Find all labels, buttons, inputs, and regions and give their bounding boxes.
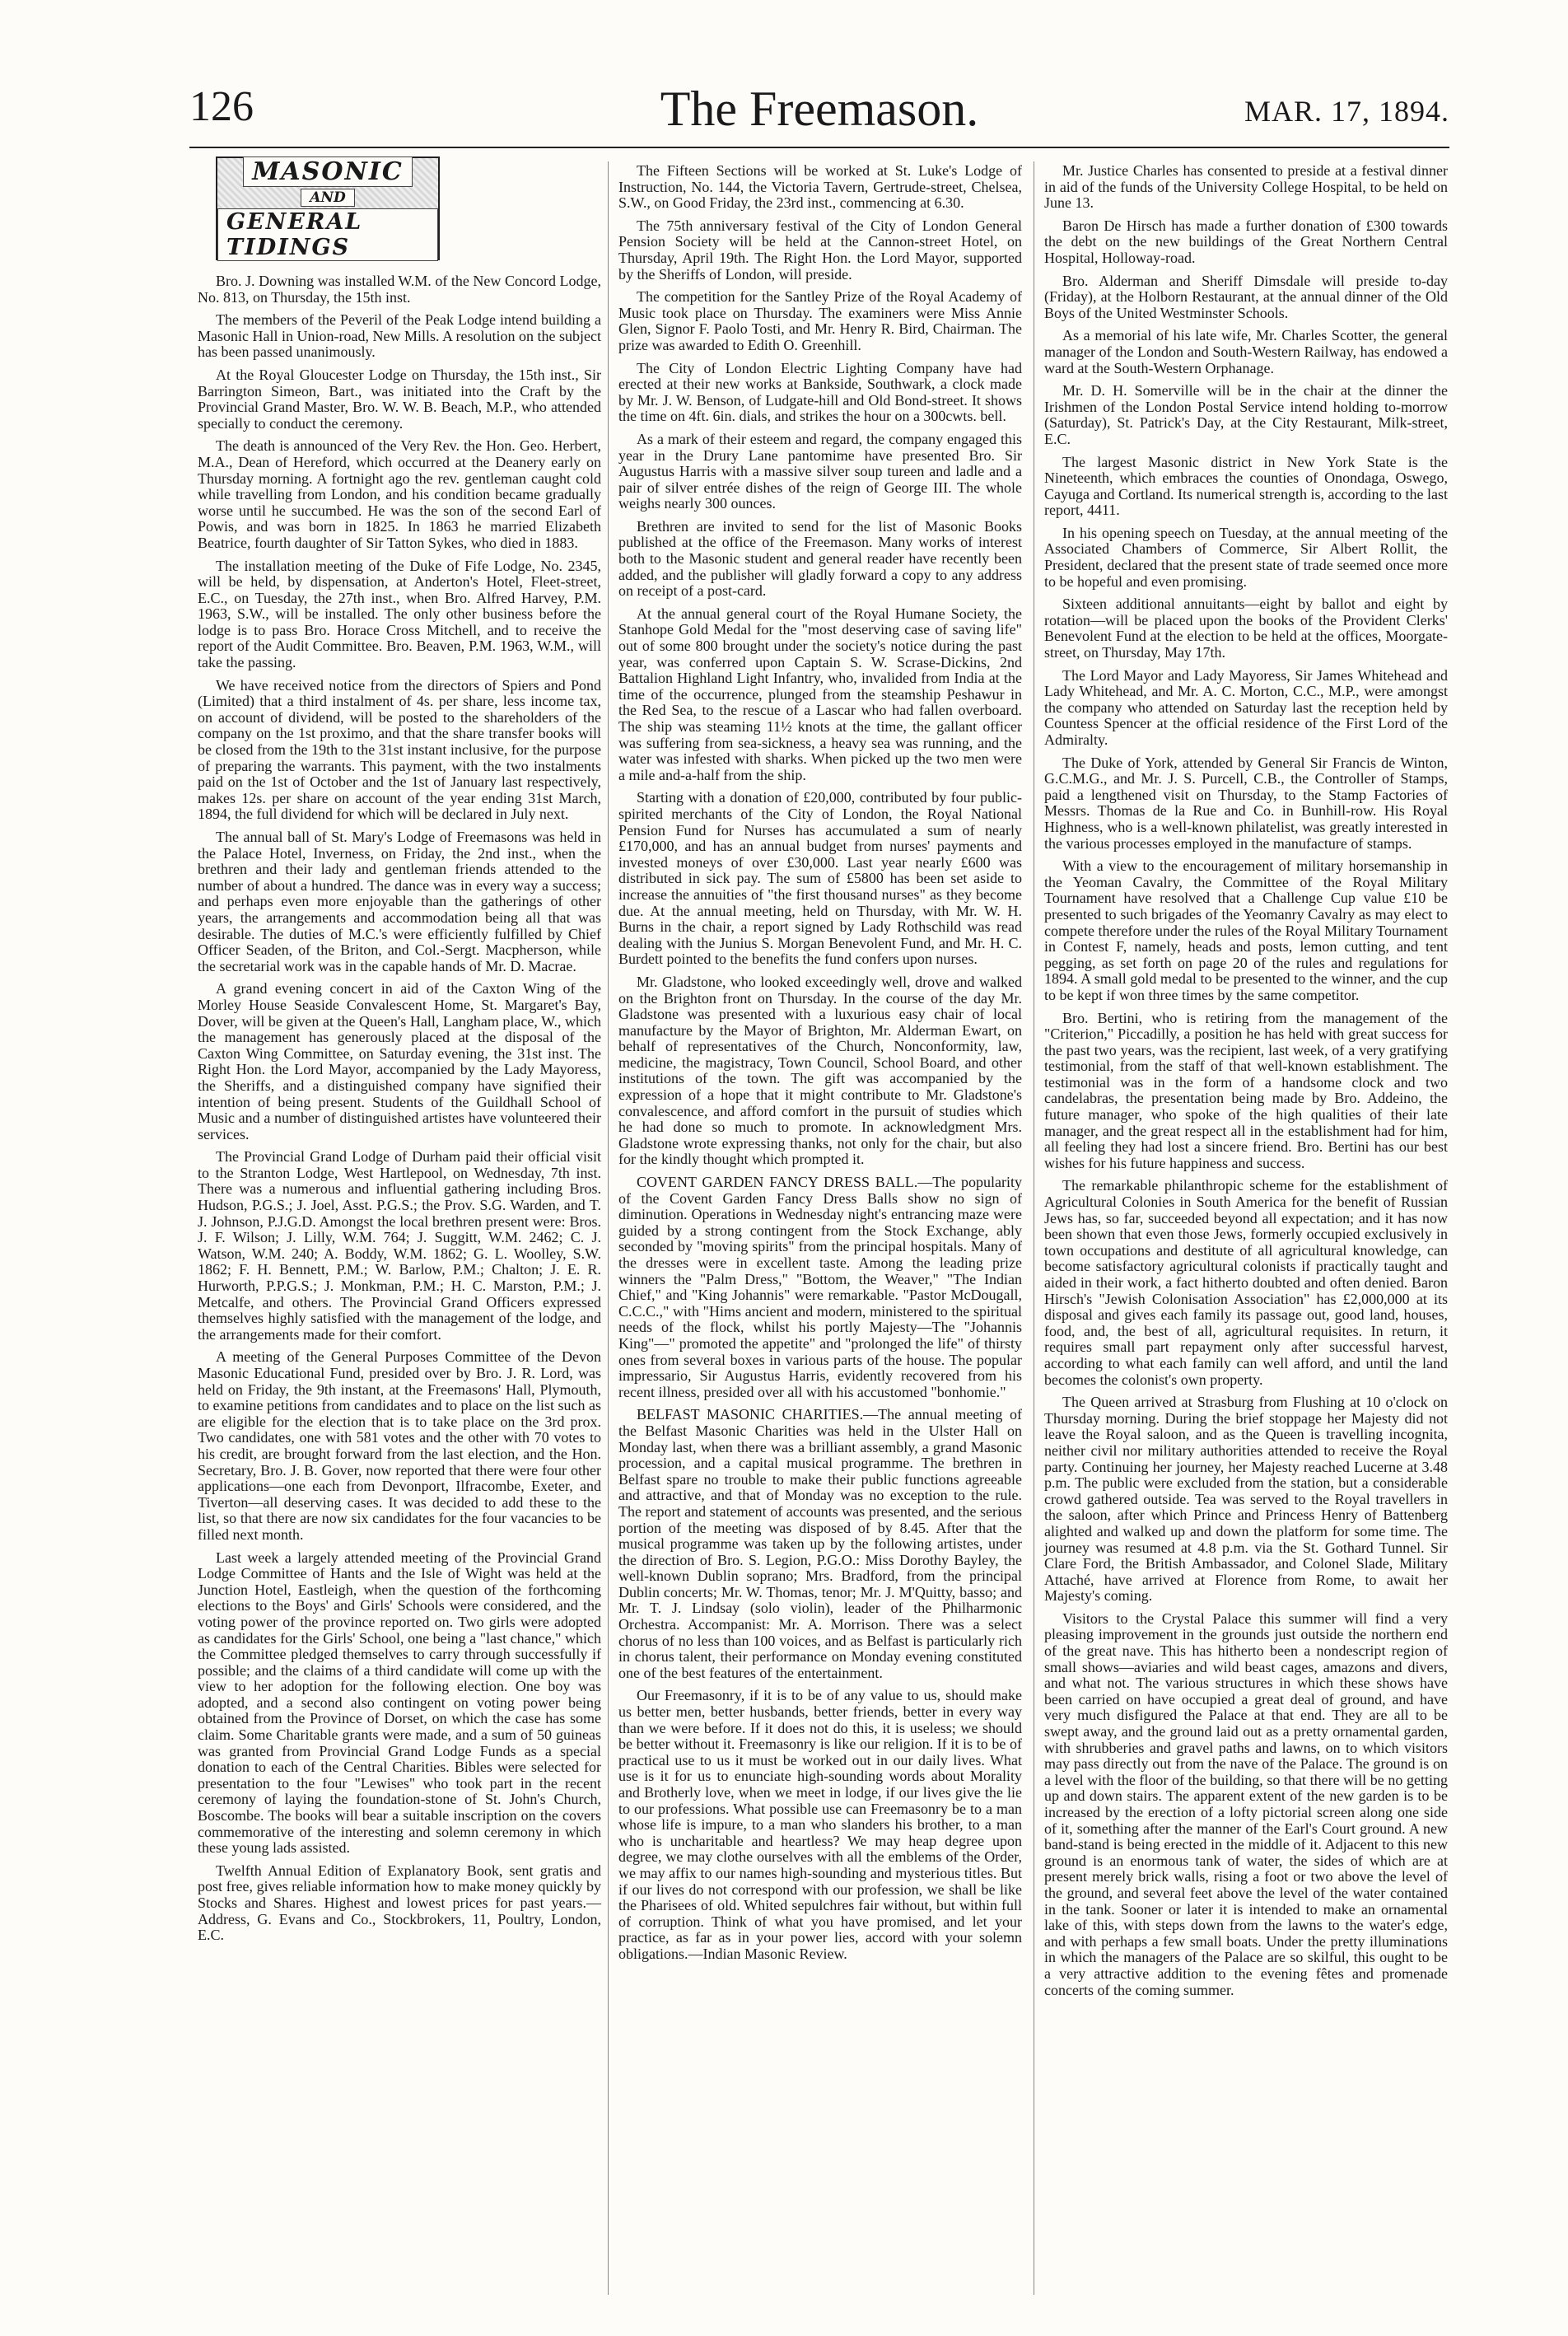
page-number: 126	[189, 83, 254, 130]
article-paragraph: The Fifteen Sections will be worked at St. Luke's Lodge of Instruction, No. 144, the Victoria Tavern, Gertrude-street, Chelsea, S.W., on Good Friday, the 23rd inst., commencing at 6.30.	[618, 162, 1022, 212]
article-paragraph: BELFAST MASONIC CHARITIES.—The annual meeting of the Belfast Masonic Charities was held in the Ulster Hall on Monday last, when there was a brilliant assembly, a grand Masonic procession, and a capital musical programme. The brethren in Belfast spare no trouble to make their public functions agreeable and attractive, and that of Monday was no exception to the rule. The report and statement of accounts was presented, and the serious portion of the meeting was disposed of by 8.45. After that the musical programme was taken up by the following artistes, under the direction of Bro. S. Legion, P.G.O.: Miss Dorothy Bayley, the well-known Dublin soprano; Mrs. Bradford, from the principal Dublin concerts; Mr. W. Thomas, tenor; Mr. J. M'Quitty, basso; and Mr. T. J. Lindsay (solo violin), leader of the Philharmonic Orchestra. Accompanist: Mr. A. Morrison. There was a select chorus of no less than 100 voices, and as Belfast is particularly rich in chorus talent, their performance on Monday evening constituted one of the best features of the entertainment.	[618, 1406, 1022, 1681]
article-paragraph: Twelfth Annual Edition of Explanatory Book, sent gratis and post free, gives reliable information how to make money quickly by Stocks and Shares. Highest and lowest prices for past years.—Address, G. Evans and Co., Stockbrokers, 11, Poultry, London, E.C.	[198, 1862, 601, 1944]
header-rule	[189, 147, 1449, 148]
heading-line-1: MASONIC	[243, 157, 413, 187]
article-paragraph: Last week a largely attended meeting of the Provincial Grand Lodge Committee of Hants and the Isle of Wight was held at the Junction Hotel, Eastleigh, when the question of the forthcoming elections to the Boys' and Girls' Schools were considered, and the voting power of the province reported on. Two girls were adopted as candidates for the Girls' School, one being a "last chance," which the Committee pledged themselves to carry through successfully if possible; and the claims of a third candidate will come up with the view to her adoption for the following election. One boy was adopted, and a second also contingent on voting power being obtained from the Province of Dorset, on which the case has some claim. Some Charitable grants were made, and a sum of 50 guineas was granted from Provincial Grand Lodge Funds as a special donation to each of the Central Charities. Bibles were selected for presentation to the four "Lewises" who took part in the recent ceremony of laying the foundation-stone of St. John's Church, Boscombe. The books will bear a suitable inscription on the covers commemorative of the interesting and solemn ceremony in which these young lads assisted.	[198, 1549, 601, 1857]
column-1-body	[198, 273, 601, 1944]
article-paragraph: Bro. J. Downing was installed W.M. of the New Concord Lodge, No. 813, on Thursday, the 15th inst.	[198, 273, 601, 306]
article-paragraph: Bro. Alderman and Sheriff Dimsdale will preside to-day (Friday), at the Holborn Restaurant, at the annual dinner of the Old Boys of the United Westminster Schools.	[1044, 272, 1448, 321]
article-paragraph: Mr. Gladstone, who looked exceedingly well, drove and walked on the Brighton front on Thursday. In the course of the day Mr. Gladstone was presented with a luxurious easy chair of local manufacture by the Mayor of Brighton, Mr. Alderman Ewart, on behalf of representatives of the Church, Nonconformity, law, medicine, the magistracy, Town Council, School Board, and other institutions of the town. The gift was accompanied by the expression of a hope that it might contribute to Mr. Gladstone's convalescence, and afford comfort in the pursuit of studies which he had done so much to promote. In acknowledgment Mrs. Gladstone wrote expressing thanks, not only for the chair, but also for the kindly thought which prompted it.	[618, 973, 1022, 1168]
page-header	[189, 82, 1449, 140]
column-2	[618, 163, 1022, 1969]
article-paragraph: The annual ball of St. Mary's Lodge of Freemasons was held in the Palace Hotel, Inverness, on Friday, the 2nd inst., when the brethren and their lady and gentleman friends attended to the number of about a hundred. The dance was in every way a success; and perhaps even more enjoyable than the gatherings of other years, the arrangements and accommodation being all that was desirable. The duties of M.C.'s were efficiently fulfilled by Chief Officer Seaden, of the Briton, and Col.-Sergt. Macpherson, while the secretarial work was in the capable hands of Mr. D. Macrae.	[198, 829, 601, 974]
issue-date: MAR. 17, 1894.	[1244, 95, 1449, 128]
article-paragraph: At the annual general court of the Royal Humane Society, the Stanhope Gold Medal for the "most deserving case of saving life" out of some 800 brought under the society's notice during the past year, was conferred upon Captain S. W. Scrase-Dickins, 2nd Battalion Highland Light Infantry, who, invalided from India at the time of the occurrence, plunged from the steamship Peshawur in the Red Sea, to the rescue of a Lascar who had fallen overboard. The ship was steaming 11½ knots at the time, the gallant officer was suffering from sea-sickness, a heavy sea was running, and the water was infested with sharks. When picked up the two men were a mile and-a-half from the ship.	[618, 605, 1022, 783]
column-1	[198, 157, 601, 1951]
heading-line-3: GENERAL TIDINGS	[217, 208, 438, 261]
article-paragraph: Bro. Bertini, who is retiring from the management of the "Criterion," Piccadilly, a position he has held with great success for the past two years, was the recipient, last week, of a very gratifying testimonial, from the staff of that well-known establishment. The testimonial was in the form of a handsome clock and two candelabras, the presentation being made by Bro. Addeino, the future manager, who spoke of the high qualities of their late manager, and the great respect all in the establishment had for him, all feeling they had lost a sincere friend. Bro. Bertini has our best wishes for his future happiness and success.	[1044, 1009, 1448, 1171]
article-paragraph: A meeting of the General Purposes Committee of the Devon Masonic Educational Fund, presided over by Bro. J. R. Lord, was held on Friday, the 9th instant, at the Freemasons' Hall, Plymouth, to examine petitions from candidates and to place on the list such as are eligible for the election that is to take place on the 3rd prox. Two candidates, one with 581 votes and the other with 70 votes to his credit, are brought forward from the last election, and the Hon. Secretary, Bro. J. B. Gover, now reported that there were four other applications—one each from Devonport, Ilfracombe, Exeter, and Tiverton—all deserving cases. It was decided to add these to the list, so that there are now six candidates for the four vacancies to be filled next month.	[198, 1348, 601, 1543]
article-paragraph: The competition for the Santley Prize of the Royal Academy of Music took place on Thursday. The examiners were Miss Annie Glen, Signor F. Paolo Tosti, and Mr. Henry R. Bird, Chairman. The prize was awarded to Edith O. Greenhill.	[618, 288, 1022, 353]
article-paragraph: A grand evening concert in aid of the Caxton Wing of the Morley House Seaside Convalescent Home, St. Margaret's Bay, Dover, will be given at the Queen's Hall, Langham place, W., which the management has generously placed at the disposal of the Caxton Wing Committee, on Saturday evening, the 31st inst. The Right Hon. the Lord Mayor, accompanied by the Lady Mayoress, the Sheriffs, and a distinguished company have signified their intention of being present. Students of the Guildhall School of Music and a number of distinguished artistes have volunteered their services.	[198, 980, 601, 1142]
article-paragraph: At the Royal Gloucester Lodge on Thursday, the 15th inst., Sir Barrington Simeon, Bart., was initiated into the Craft by the Provincial Grand Master, Bro. W. W. B. Beach, M.P., who attended specially to conduct the ceremony.	[198, 366, 601, 432]
article-paragraph: As a memorial of his late wife, Mr. Charles Scotter, the general manager of the London and South-Western Railway, has endowed a ward at the South-Western Orphanage.	[1044, 327, 1448, 376]
article-paragraph: The installation meeting of the Duke of Fife Lodge, No. 2345, will be held, by dispensation, at Anderton's Hotel, Fleet-street, E.C., on Tuesday, the 27th inst., when Bro. Alfred Harvey, P.M. 1963, S.W., will be installed. The only other business before the lodge is to pass Bro. Horace Cross Mitchell, and to receive the report of the Audit Committee. Bro. Beaven, P.M. 1963, W.M., will take the passing.	[198, 557, 601, 671]
article-paragraph: The 75th anniversary festival of the City of London General Pension Society will be held at the Cannon-street Hotel, on Thursday, April 19th. The Right Hon. the Lord Mayor, supported by the Sheriffs of London, will preside.	[618, 217, 1022, 283]
article-paragraph: The Provincial Grand Lodge of Durham paid their official visit to the Stranton Lodge, West Hartlepool, on Wednesday, 7th inst. There was a numerous and influential gathering including Bros. Hudson, P.G.S.; J. Joel, Asst. P.G.S.; the Prov. S.G. Warden, and T. J. Johnson, P.J.G.D. Amongst the local brethren present were: Bros. J. F. Wilson; J. Lilly, W.M. 764; J. Suggitt, W.M. 2462; C. J. Watson, W.M. 240; A. Boddy, W.M. 1862; G. L. Woolley, S.W. 1862; F. H. Bennett, P.M.; W. Barlow, P.M.; Chalton; J. E. R. Hurworth, P.P.G.S.; J. Monkman, P.M.; H. C. Marston, P.M.; J. Metcalfe, and others. The Provincial Grand Officers expressed themselves highly satisfied with the management of the lodge, and the arrangements made for their comfort.	[198, 1148, 601, 1343]
article-paragraph: Our Freemasonry, if it is to be of any value to us, should make us better men, better husbands, better friends, better in every way than we were before. If it does not do this, it is useless; we should be better without it. Freemasonry is like our religion. If it is to be of practical use to us it must be worked out in our daily lives. What use is it for us to enunciate high-sounding words about Morality and Brotherly love, when we meet in lodge, if our lives give the lie to our professions. What possible use can Freemasonry be to a man whose life is impure, to a man who slanders his brother, to a man who is uncharitable and heartless? We may heap degree upon degree, we may clothe ourselves with all the emblems of the Order, we may affix to our names high-sounding and mysterious titles. But if our lives do not correspond with our profession, we shall be like the Pharisees of old. Whited sepulchres fair without, but within full of corruption. Think of what you have promised, and let your practice, as far as in your power lies, accord with your solemn obligations.—Indian Masonic Review.	[618, 1687, 1022, 1962]
article-paragraph: The largest Masonic district in New York State is the Nineteenth, which embraces the counties of Onondaga, Oswego, Cayuga and Cortland. Its numerical strength is, according to the last report, 4411.	[1044, 453, 1448, 519]
article-paragraph: Baron De Hirsch has made a further donation of £300 towards the debt on the new buildings of the Great Northern Central Hospital, Holloway-road.	[1044, 217, 1448, 266]
article-paragraph: The City of London Electric Lighting Company have had erected at their new works at Bankside, Southwark, a clock made by Mr. J. W. Benson, of Ludgate-hill and Old Bond-street. It shows the time on 4ft. 6in. dials, and strikes the hour on a 300cwts. bell.	[618, 359, 1022, 425]
article-paragraph: Visitors to the Crystal Palace this summer will find a very pleasing improvement in the grounds just outside the northern end of the great nave. This has hitherto been a nondescript region of small shows—aviaries and wild beast cages, amazons and divers, and what not. The various structures in which these shows have been carried on have occupied a great deal of ground, and have very much disfigured the Palace at that end. They are all to be swept away, and the ground laid out as a pretty ornamental garden, with shrubberies and gravel paths and lawns, on to which visitors may pass directly out from the nave of the Palace. The ground is on a level with the floor of the building, so that there will be no getting up and down stairs. The apparent extent of the new garden is to be increased by the erection of a lofty pictorial screen along one side of it, something after the manner of the Earl's Court ground. A new band-stand is being erected in the middle of it. Adjacent to this new ground is an enormous tank of water, the sides of which are at present merely brick walls, rising a foot or two above the level of the ground, and several feet above the level of the water contained in the tank. Sooner or later it is intended to make an ornamental lake of this, with steps down from the lawns to the water's edge, and with perhaps a few small boats. Under the pretty illuminations in which the managers of the Palace are so skilful, this ought to be a very attractive addition to the evening fêtes and promenade concerts of the coming summer.	[1044, 1610, 1448, 1998]
article-paragraph: The Duke of York, attended by General Sir Francis de Winton, G.C.M.G., and Mr. J. S. Purcell, C.B., the Controller of Stamps, paid a lengthened visit on Thursday, to the Stamp Factories of Messrs. Thomas de la Rue and Co. in Bunhill-row. His Royal Highness, who is a well-known philatelist, was greatly interested in the various processes employed in the manufacture of stamps.	[1044, 754, 1448, 852]
article-paragraph: As a mark of their esteem and regard, the company engaged this year in the Drury Lane pantomime have presented Bro. Sir Augustus Harris with a massive silver soup tureen and ladle and a pair of silver entrée dishes of the reign of George III. The whole weighs nearly 300 ounces.	[618, 430, 1022, 512]
article-paragraph: In his opening speech on Tuesday, at the annual meeting of the Associated Chambers of Commerce, Sir Albert Rollit, the President, declared that the present state of trade seemed once more to be hopeful and even promising.	[1044, 524, 1448, 590]
column-3-body	[1044, 163, 1448, 1998]
article-paragraph: Mr. Justice Charles has consented to preside at a festival dinner in aid of the funds of the University College Hospital, to be held on June 13.	[1044, 162, 1448, 212]
column-2-body	[618, 163, 1022, 1963]
article-paragraph: The remarkable philanthropic scheme for the establishment of Agricultural Colonies in South America for the benefit of Russian Jews has, so far, succeeded beyond all expectation; and it has now been shown that even those Jews, formerly occupied exclusively in town occupations and destitute of all agricultural knowledge, can become satisfactory agricultural colonists if practically taught and aided in their work, a fact hitherto doubted and often denied. Baron Hirsch's "Jewish Colonisation Association" has £2,000,000 at its disposal and gives each family its passage out, good land, houses, food, and, the best of all, agricultural requisites. In return, it requires small part repayment only after successful harvest, according to what each family can well afford, and until the land becomes the colonist's own property.	[1044, 1177, 1448, 1388]
article-paragraph: With a view to the encouragement of military horsemanship in the Yeoman Cavalry, the Committee of the Royal Military Tournament have resolved that a Challenge Cup value £10 be presented to such brigades of the Yeomanry Cavalry as may elect to compete therefore under the rules of the Royal Military Tournament in Contest F, namely, heads and posts, lemon cutting, and tent pegging, as set forth on page 20 of the rules and regulations for 1894. A small gold medal to be presented to the winner, and the cup to be kept if won three times by the same competitor.	[1044, 857, 1448, 1003]
article-paragraph: COVENT GARDEN FANCY DRESS BALL.—The popularity of the Covent Garden Fancy Dress Balls show no sign of diminution. Operations in Wednesday night's entrancing maze were guided by a strong contingent from the Stock Exchange, ably seconded by "moving spirits" from the principal hospitals. Many of the dresses were in excellent taste. Among the leading prize winners the "Palm Dress," "Bottom, the Weaver," "The Indian Chief," and "King Johannis" were remarkable. "Pastor McDougall, C.C.C.," with "Hims ancient and modern, ministered to the spiritual needs of the flock, whilst his portly Majesty—The "Johannis King"—" promoted the appetite" and "prolonged the life" of thirsty ones from several boxes in various parts of the house. The popular impressario, Sir Augustus Harris, evidently recovered from his recent illness, presided over all with his accustomed "bonhomie."	[618, 1174, 1022, 1400]
article-paragraph: Starting with a donation of £20,000, contributed by four public-spirited merchants of the City of London, the Royal National Pension Fund for Nurses has accumulated a sum of nearly £170,000, and has an annual budget from nurses' payments and invested moneys of over £30,000. Last year nearly £600 was distributed in sick pay. The sum of £5800 has been set aside to increase the annuities of "the first thousand nurses" as they become due. At the annual meeting, held on Thursday, with Mr. W. H. Burns in the chair, a report signed by Lady Rothschild was read dealing with the Junius S. Morgan Benevolent Fund, and Mr. H. C. Burdett pointed to the benefits the fund confers upon nurses.	[618, 789, 1022, 968]
column-3	[1044, 163, 1448, 2005]
article-paragraph: The Queen arrived at Strasburg from Flushing at 10 o'clock on Thursday morning. During the brief stoppage her Majesty did not leave the Royal saloon, and as the Queen is travelling incognita, neither civil nor military authorities attended to receive the Royal party. Continuing her journey, her Majesty reached Lucerne at 3.48 p.m. The public were excluded from the station, but a considerable crowd gathered outside. Tea was served to the Royal travellers in the saloon, after which Prince and Princess Henry of Battenberg alighted and walked up and down the platform for some time. The journey was resumed at 4.8 p.m. via the St. Gothard Tunnel. Sir Clare Ford, the British Ambassador, and Colonel Slade, Military Attaché, have arrived at Florence from Rome, to await her Majesty's coming.	[1044, 1394, 1448, 1605]
section-heading	[216, 157, 440, 260]
masthead-title: The Freemason.	[660, 82, 979, 136]
article-paragraph: The death is announced of the Very Rev. the Hon. Geo. Herbert, M.A., Dean of Hereford, which occurred at the Deanery early on Thursday morning. A fortnight ago the rev. gentleman caught cold while travelling from London, and his condition became gradually worse until he succumbed. He was the son of the second Earl of Powis, and was born in 1825. In 1863 he married Elizabeth Beatrice, fourth daughter of Sir Tatton Sykes, who died in 1883.	[198, 437, 601, 551]
column-divider	[608, 161, 609, 2295]
article-paragraph: Sixteen additional annuitants—eight by ballot and eight by rotation—will be placed upon the books of the Provident Clerks' Benevolent Fund at the election to be held at the offices, Moorgate-street, on Thursday, May 17th.	[1044, 596, 1448, 661]
article-paragraph: We have received notice from the directors of Spiers and Pond (Limited) that a third instalment of 4s. per share, less income tax, on account of dividend, will be posted to the shareholders of the company on the 1st proximo, and that the share transfer books will be closed from the 19th to the 31st instant inclusive, for the purpose of preparing the warrants. This payment, with the two instalments paid on the 1st of October and the 1st of January last respectively, makes 12s. per share on account of the year ending 31st March, 1894, the full dividend for which will be declared in July next.	[198, 676, 601, 823]
article-paragraph: The members of the Peveril of the Peak Lodge intend building a Masonic Hall in Union-road, New Mills. A resolution on the subject has been passed unanimously.	[198, 311, 601, 361]
article-paragraph: Brethren are invited to send for the list of Masonic Books published at the office of the Freemason. Many works of interest both to the Masonic student and general reader have recently been added, and the publisher will gladly forward a copy to any address on receipt of a post-card.	[618, 517, 1022, 600]
article-paragraph: Mr. D. H. Somerville will be in the chair at the dinner the Irishmen of the London Postal Service intend holding to-morrow (Saturday), St. Patrick's Day, at the City Restaurant, Milk-street, E.C.	[1044, 382, 1448, 447]
article-paragraph: The Lord Mayor and Lady Mayoress, Sir James Whitehead and Lady Whitehead, and Mr. A. C. Morton, C.C., M.P., were amongst the company who attended on Saturday last the reception held by Countess Spencer at the official residence of the First Lord of the Admiralty.	[1044, 666, 1448, 748]
heading-line-2: AND	[301, 189, 354, 207]
